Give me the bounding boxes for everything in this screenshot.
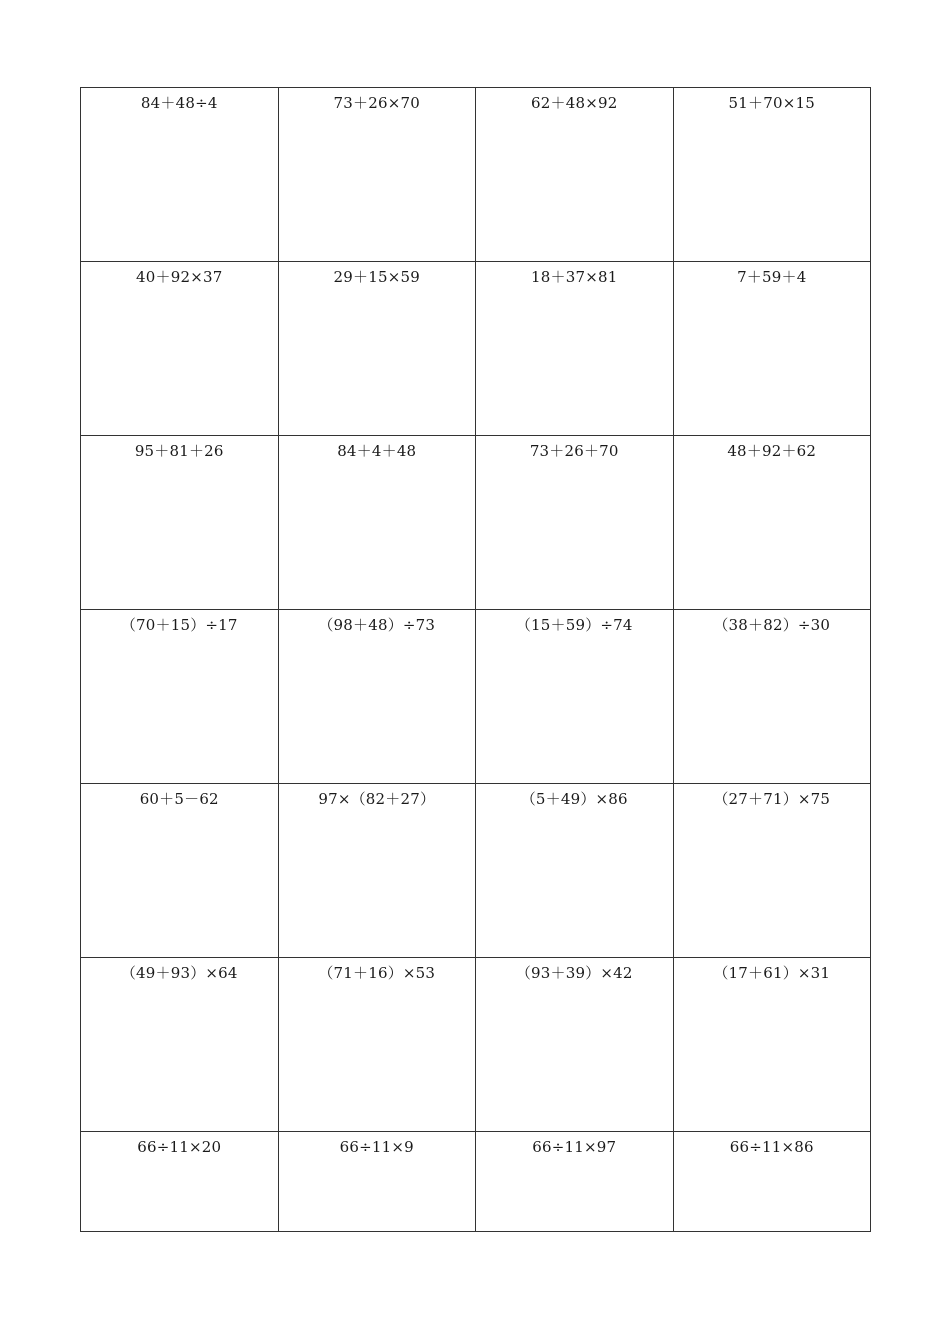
problem-cell (476, 436, 674, 610)
problem-cell (81, 610, 279, 784)
problem-cell (81, 262, 279, 436)
problem-cell (476, 88, 674, 262)
problem-cell (673, 958, 871, 1132)
worksheet-row (81, 1132, 871, 1232)
problem-expression: （98＋48）÷73 (318, 616, 436, 634)
problem-cell (81, 1132, 279, 1232)
problem-cell (673, 1132, 871, 1232)
problem-expression: 51＋70×15 (728, 94, 815, 112)
problem-expression: 60＋5－62 (139, 790, 219, 808)
problem-cell (673, 436, 871, 610)
problem-expression: （93＋39）×42 (515, 964, 633, 982)
problem-cell (81, 436, 279, 610)
problem-expression: 73＋26＋70 (529, 442, 619, 460)
problem-cell (673, 262, 871, 436)
problem-expression: （49＋93）×64 (120, 964, 238, 982)
worksheet-row (81, 958, 871, 1132)
problem-cell (673, 784, 871, 958)
problem-cell (278, 1132, 476, 1232)
problem-cell (81, 88, 279, 262)
worksheet-row (81, 784, 871, 958)
problem-expression: （27＋71）×75 (713, 790, 831, 808)
worksheet-row (81, 436, 871, 610)
problem-expression: 66÷11×97 (532, 1138, 617, 1156)
problem-expression: 95＋81＋26 (134, 442, 224, 460)
problem-cell (476, 610, 674, 784)
problem-expression: 62＋48×92 (531, 94, 618, 112)
problem-cell (673, 610, 871, 784)
problem-expression: （71＋16）×53 (318, 964, 436, 982)
problem-cell (476, 958, 674, 1132)
problem-expression: 84＋4＋48 (337, 442, 417, 460)
problem-expression: 97×（82＋27） (318, 790, 436, 808)
worksheet-row (81, 262, 871, 436)
problem-cell (278, 784, 476, 958)
problem-expression: 66÷11×86 (729, 1138, 814, 1156)
problem-cell (476, 1132, 674, 1232)
problem-expression: 66÷11×9 (339, 1138, 414, 1156)
problem-expression: （17＋61）×31 (713, 964, 831, 982)
problem-cell (81, 784, 279, 958)
arithmetic-worksheet-grid (80, 87, 871, 1232)
problem-expression: 73＋26×70 (333, 94, 420, 112)
problem-cell (81, 958, 279, 1132)
problem-expression: 84＋48÷4 (140, 94, 218, 112)
worksheet-row (81, 610, 871, 784)
problem-cell (673, 88, 871, 262)
problem-cell (278, 610, 476, 784)
problem-cell (278, 88, 476, 262)
problem-cell (476, 262, 674, 436)
problem-expression: （70＋15）÷17 (120, 616, 238, 634)
problem-expression: 48＋92＋62 (727, 442, 817, 460)
problem-expression: 29＋15×59 (333, 268, 420, 286)
problem-cell (278, 262, 476, 436)
problem-expression: （15＋59）÷74 (515, 616, 633, 634)
problem-cell (476, 784, 674, 958)
problem-cell (278, 436, 476, 610)
problem-expression: （38＋82）÷30 (713, 616, 831, 634)
problem-expression: 7＋59＋4 (737, 268, 807, 286)
problem-expression: （5＋49）×86 (520, 790, 628, 808)
problem-expression: 18＋37×81 (531, 268, 618, 286)
problem-cell (278, 958, 476, 1132)
problem-expression: 66÷11×20 (137, 1138, 222, 1156)
problem-expression: 40＋92×37 (136, 268, 223, 286)
worksheet-row (81, 88, 871, 262)
